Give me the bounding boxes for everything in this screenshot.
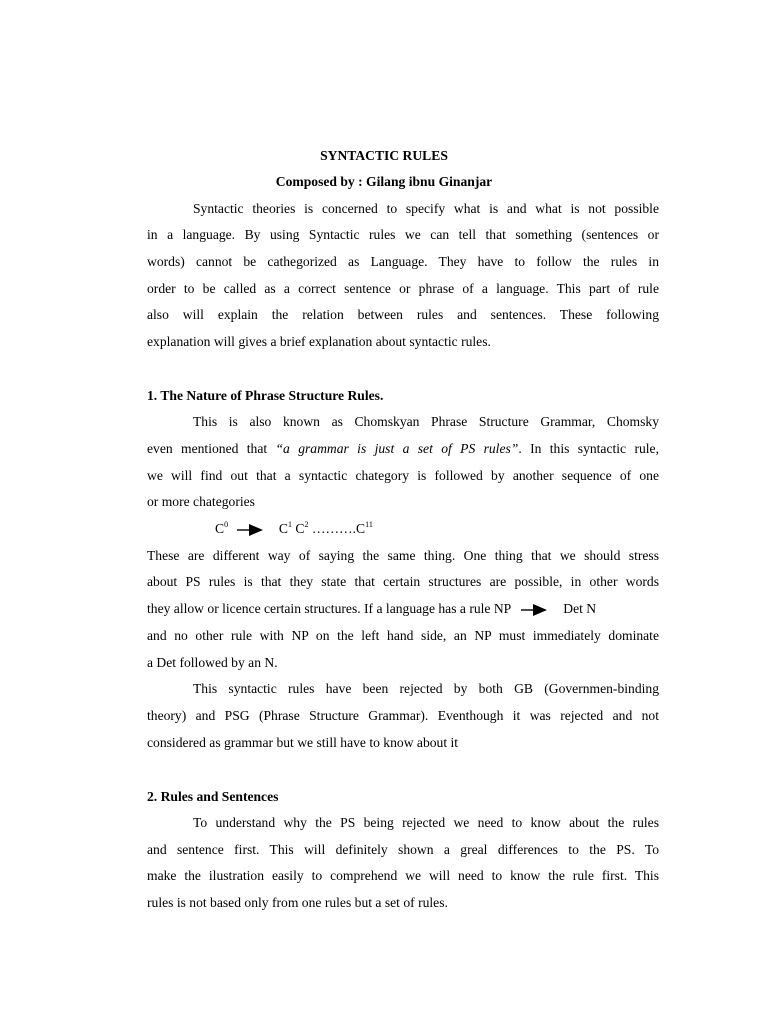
- section-1-para-2-line-5: a Det followed by an N.: [147, 655, 278, 670]
- author-line: Composed by : Gilang ibnu Ginanjar: [275, 174, 493, 189]
- section-2-line-2: and sentence first. This will definitely shown a greal differences to the PS. To: [147, 842, 659, 857]
- section-1-para-2-line-1: These are different way of saying the same thing. One thing that we should stress: [147, 548, 659, 563]
- right-arrow-icon: [521, 604, 547, 616]
- section-1-para-2-line-2: about PS rules is that they state that certain structures are possible, in other words: [147, 574, 659, 589]
- section-1-heading: 1. The Nature of Phrase Structure Rules.: [147, 388, 384, 403]
- formula-rhs-2: C: [295, 521, 305, 536]
- intro-line-4: order to be called as a correct sentence or phrase of a language. This part of rule: [147, 281, 659, 296]
- section-1-line-3: we will find out that a syntactic chategory is followed by another sequence of one: [147, 468, 659, 483]
- section-2-line-3: make the ilustration easily to comprehend we will need to know the rule first. This: [147, 868, 659, 883]
- intro-line-1: Syntactic theories is concerned to specify what is and what is not possible: [193, 201, 659, 216]
- section-2-heading: 2. Rules and Sentences: [147, 789, 279, 804]
- section-1-line-2-post: . In this syntactic rule,: [518, 441, 659, 456]
- section-1-line-1: This is also known as Chomskyan Phrase Structure Grammar, Chomsky: [193, 414, 659, 429]
- chomsky-quote: “a grammar is just a set of PS rules”: [275, 441, 519, 456]
- rule-line-pre: they allow or licence certain structures. If a language has a rule NP: [147, 601, 512, 616]
- formula-dots: ……….C: [308, 521, 366, 536]
- section-1-line-2: [147, 436, 659, 462]
- ps-rule-formula: [147, 516, 659, 542]
- section-1-para-2-line-4: and no other rule with NP on the left hand side, an NP must immediately dominate: [147, 628, 659, 643]
- formula-lhs: C: [215, 521, 225, 536]
- section-1-para-3-line-3: considered as grammar but we still have to know about it: [147, 735, 459, 750]
- formula-lhs-sup: 0: [224, 520, 229, 529]
- formula-rhs-1: C: [278, 521, 288, 536]
- intro-line-3: words) cannot be cathegorized as Language. They have to follow the rules in: [147, 254, 659, 269]
- formula-rhs-2-sup: 2: [304, 520, 309, 529]
- section-2-line-1: To understand why the PS being rejected we need to know about the rules: [193, 815, 659, 830]
- formula-last-sup: 11: [365, 520, 373, 529]
- section-1-line-2-pre: even mentioned that: [147, 441, 276, 456]
- right-arrow-icon: [237, 524, 263, 536]
- rule-line-post: Det N: [563, 601, 597, 616]
- section-1-para-3-line-1: This syntactic rules have been rejected by both GB (Governmen-binding: [193, 681, 659, 696]
- document-title: SYNTACTIC RULES: [320, 148, 448, 163]
- section-1-rule-line: [147, 596, 659, 622]
- intro-line-6: explanation will gives a brief explanation about syntactic rules.: [147, 334, 491, 349]
- section-1-line-4: or more chategories: [147, 494, 255, 509]
- formula-rhs-1-sup: 1: [287, 520, 292, 529]
- section-2-line-4: rules is not based only from one rules but a set of rules.: [147, 895, 448, 910]
- section-1-para-3-line-2: theory) and PSG (Phrase Structure Grammar). Eventhough it was rejected and not: [147, 708, 659, 723]
- intro-line-2: in a language. By using Syntactic rules we can tell that something (sentences or: [147, 227, 659, 242]
- intro-line-5: also will explain the relation between rules and sentences. These following: [147, 307, 659, 322]
